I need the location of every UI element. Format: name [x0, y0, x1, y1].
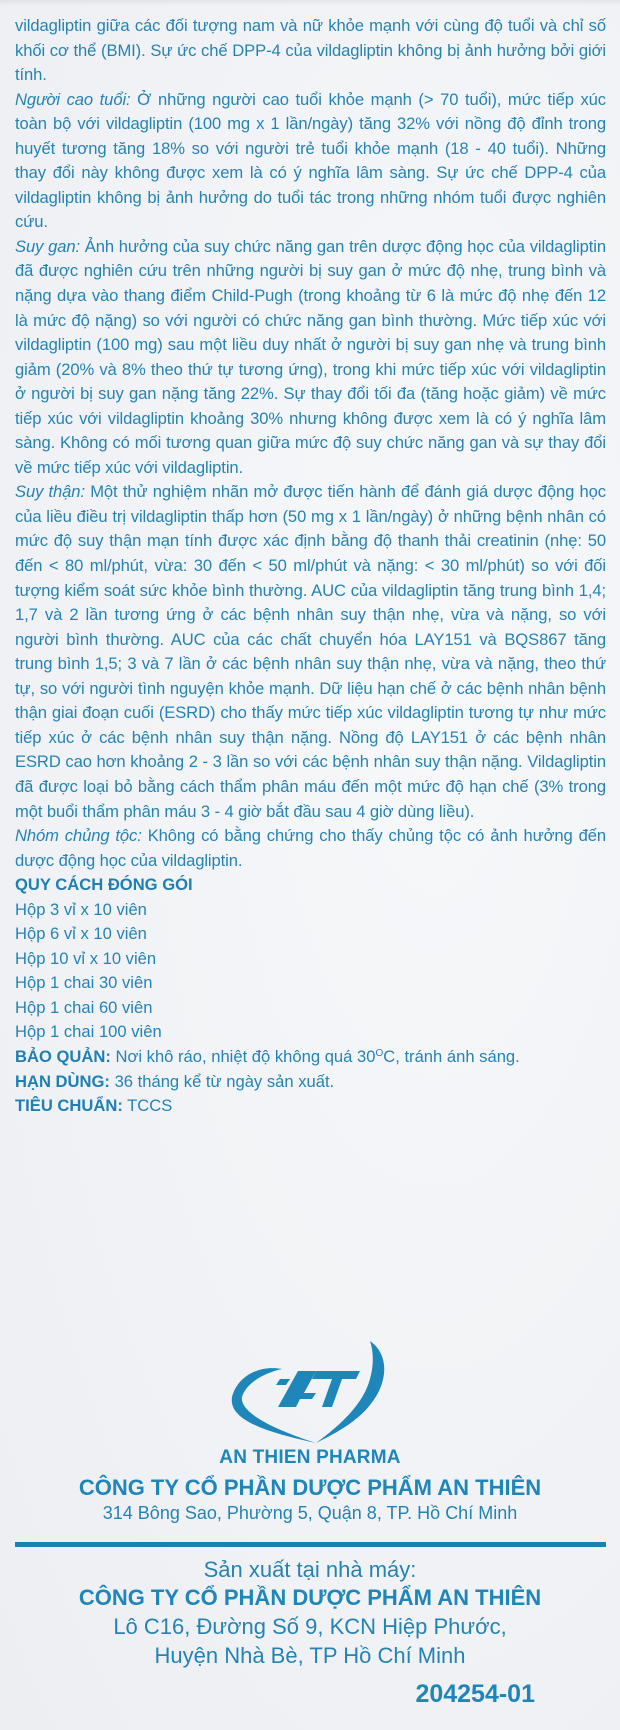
- packaging-heading: QUY CÁCH ĐÓNG GÓI: [15, 875, 193, 895]
- factory-intro: Sản xuất tại nhà máy:: [203, 1557, 417, 1582]
- hepatic-label: Suy gan:: [15, 236, 80, 256]
- shelf-life-line: [15, 1070, 606, 1095]
- renal-paragraph: [15, 480, 606, 824]
- section-divider: [15, 1542, 606, 1547]
- packaging-item: Hộp 10 vỉ x 10 viên: [15, 948, 157, 968]
- storage-label: BẢO QUẢN:: [15, 1046, 111, 1066]
- shelf-life-text: 36 tháng kể từ ngày sản xuất.: [109, 1071, 335, 1091]
- standard-text: TCCS: [122, 1096, 173, 1116]
- packaging-item: Hộp 1 chai 100 viên: [15, 1022, 162, 1042]
- factory-company-name: CÔNG TY CỔ PHẦN DƯỢC PHẨM AN THIÊN: [78, 1585, 542, 1610]
- document-code: 204254-01: [415, 1680, 535, 1708]
- renal-text: Một thử nghiệm nhãn mở được tiến hành để đánh giá dược động học của liều điều trị vildagliptin thấp hơn (50 mg x 1 lần/ngày) ở những bệnh nhân có mức độ suy thận mạn tính được xác định bằng độ thanh thải creatinin (nhẹ: 50 đến < 80 ml/phút, vừa: 30 đến < 50 ml/phút và nặng: < 30 ml/phút) so với đối tượng kiểm soát sức khỏe bình thường. AUC của vildagliptin tăng trung bình 1,4; 1,7 và 2 lần tương ứng ở các bệnh nhân suy thận nhẹ, vừa và nặng, so với người bình thường. AUC của các chất chuyển hóa LAY151 và BQS867 tăng trung bình 1,5; 3 và 7 lần ở các bệnh nhân suy thận nhẹ, vừa và nặng, theo thứ tự, so với người tình nguyện khỏe mạnh. Dữ liệu hạn chế ở các bệnh nhân bệnh thận giai đoạn cuối (ESRD) cho thấy mức tiếp xúc vildagliptin tương tự như mức tiếp xúc ở các bệnh nhân suy thận nặng. Nồng độ LAY151 ở các bệnh nhân ESRD cao hơn khoảng 2 - 3 lần so với các bệnh nhân suy thận nặng. Vildagliptin đã được loại bỏ bằng cách thẩm phân máu đến một mức độ hạn chế (3% trong một buổi thẩm phân máu 3 - 4 giờ bắt đầu sau 4 giờ dùng liều).: [15, 482, 606, 821]
- ethnic-label: Nhóm chủng tộc:: [15, 826, 142, 846]
- hepatic-paragraph: [15, 235, 606, 480]
- hepatic-text: Ảnh hưởng của suy chức năng gan trên dược động học của vildagliptin đã được nghiên cứu trên những người bị suy gan ở mức độ nhẹ, trung bình và nặng dựa vào thang điểm Child-Pugh (trong khoảng từ 6 là mức độ nhẹ đến 12 là mức độ nặng) so với người có chức năng gan bình thường. Mức tiếp xúc với vildagliptin (100 mg) sau một liều duy nhất ở người bị suy gan nhẹ và trung bình giảm (20% và 8% theo thứ tự tương ứng), trong khi mức tiếp xúc với vildagliptin ở người bị suy gan nặng tăng 22%. Sự thay đổi tối đa (tăng hoặc giảm) về mức tiếp xúc với vildagliptin khoảng 30% nhưng không được xem là có ý nghĩa lâm sàng. Không có mối tương quan giữa mức độ suy chức năng gan và sự thay đổi về mức tiếp xúc với vildagliptin.: [15, 236, 606, 477]
- elderly-paragraph: [15, 88, 606, 235]
- shelf-life-label: HẠN DÙNG:: [15, 1071, 110, 1091]
- factory-address-line1: Lô C16, Đường Số 9, KCN Hiệp Phước,: [113, 1614, 507, 1639]
- factory-block: [0, 1556, 620, 1670]
- packaging-item: Hộp 3 vỉ x 10 viên: [15, 899, 147, 919]
- renal-label: Suy thận:: [15, 482, 85, 502]
- ethnic-paragraph: [15, 824, 606, 873]
- leaflet-body: [15, 14, 606, 1119]
- an-thien-logo-icon: [220, 1335, 400, 1445]
- packaging-item: Hộp 1 chai 60 viên: [15, 997, 153, 1017]
- standard-label: TIÊU CHUẨN:: [15, 1096, 123, 1116]
- brand-name: AN THIEN PHARMA: [219, 1447, 401, 1468]
- company-name: CÔNG TY CỔ PHẦN DƯỢC PHẨM AN THIÊN: [78, 1475, 542, 1500]
- storage-text: Nơi khô ráo, nhiệt độ không quá 30: [110, 1046, 376, 1066]
- ethnic-text: Không có bằng chứng cho thấy chủng tộc có ảnh hưởng đến dược động học của vildagliptin.: [15, 826, 606, 870]
- degree-superscript: O: [375, 1047, 384, 1059]
- packaging-list: [15, 898, 606, 1045]
- elderly-text: Ở những người cao tuổi khỏe mạnh (> 70 tuổi), mức tiếp xúc toàn bộ với vildagliptin (100 mg x 1 lần/ngày) tăng 32% với nồng độ đỉnh trong huyết tương tăng 18% so với người trẻ tuổi khỏe mạnh (18 - 40 tuổi). Những thay đổi này không được xem là có ý nghĩa lâm sàng. Sự ức chế DPP-4 của vildagliptin không bị ảnh hưởng do tuổi tác trong những nhóm tuổi được nghiên cứu.: [15, 89, 606, 232]
- packaging-item: Hộp 1 chai 30 viên: [15, 973, 153, 993]
- company-address: 314 Bông Sao, Phường 5, Quận 8, TP. Hồ Chí Minh: [102, 1503, 518, 1523]
- gender-paragraph: vildagliptin giữa các đối tượng nam và nữ khỏe mạnh với cùng độ tuổi và chỉ số khối cơ thể (BMI). Sự ức chế DPP-4 của vildagliptin không bị ảnh hưởng bởi giới tính.: [15, 16, 606, 85]
- company-block: [0, 1335, 620, 1524]
- standard-line: [15, 1094, 606, 1119]
- packaging-item: Hộp 6 vỉ x 10 viên: [15, 924, 147, 944]
- storage-line: [15, 1045, 606, 1070]
- elderly-label: Người cao tuổi:: [15, 89, 131, 109]
- factory-address-line2: Huyện Nhà Bè, TP Hồ Chí Minh: [154, 1643, 466, 1668]
- storage-text-end: C, tránh ánh sáng.: [383, 1046, 520, 1066]
